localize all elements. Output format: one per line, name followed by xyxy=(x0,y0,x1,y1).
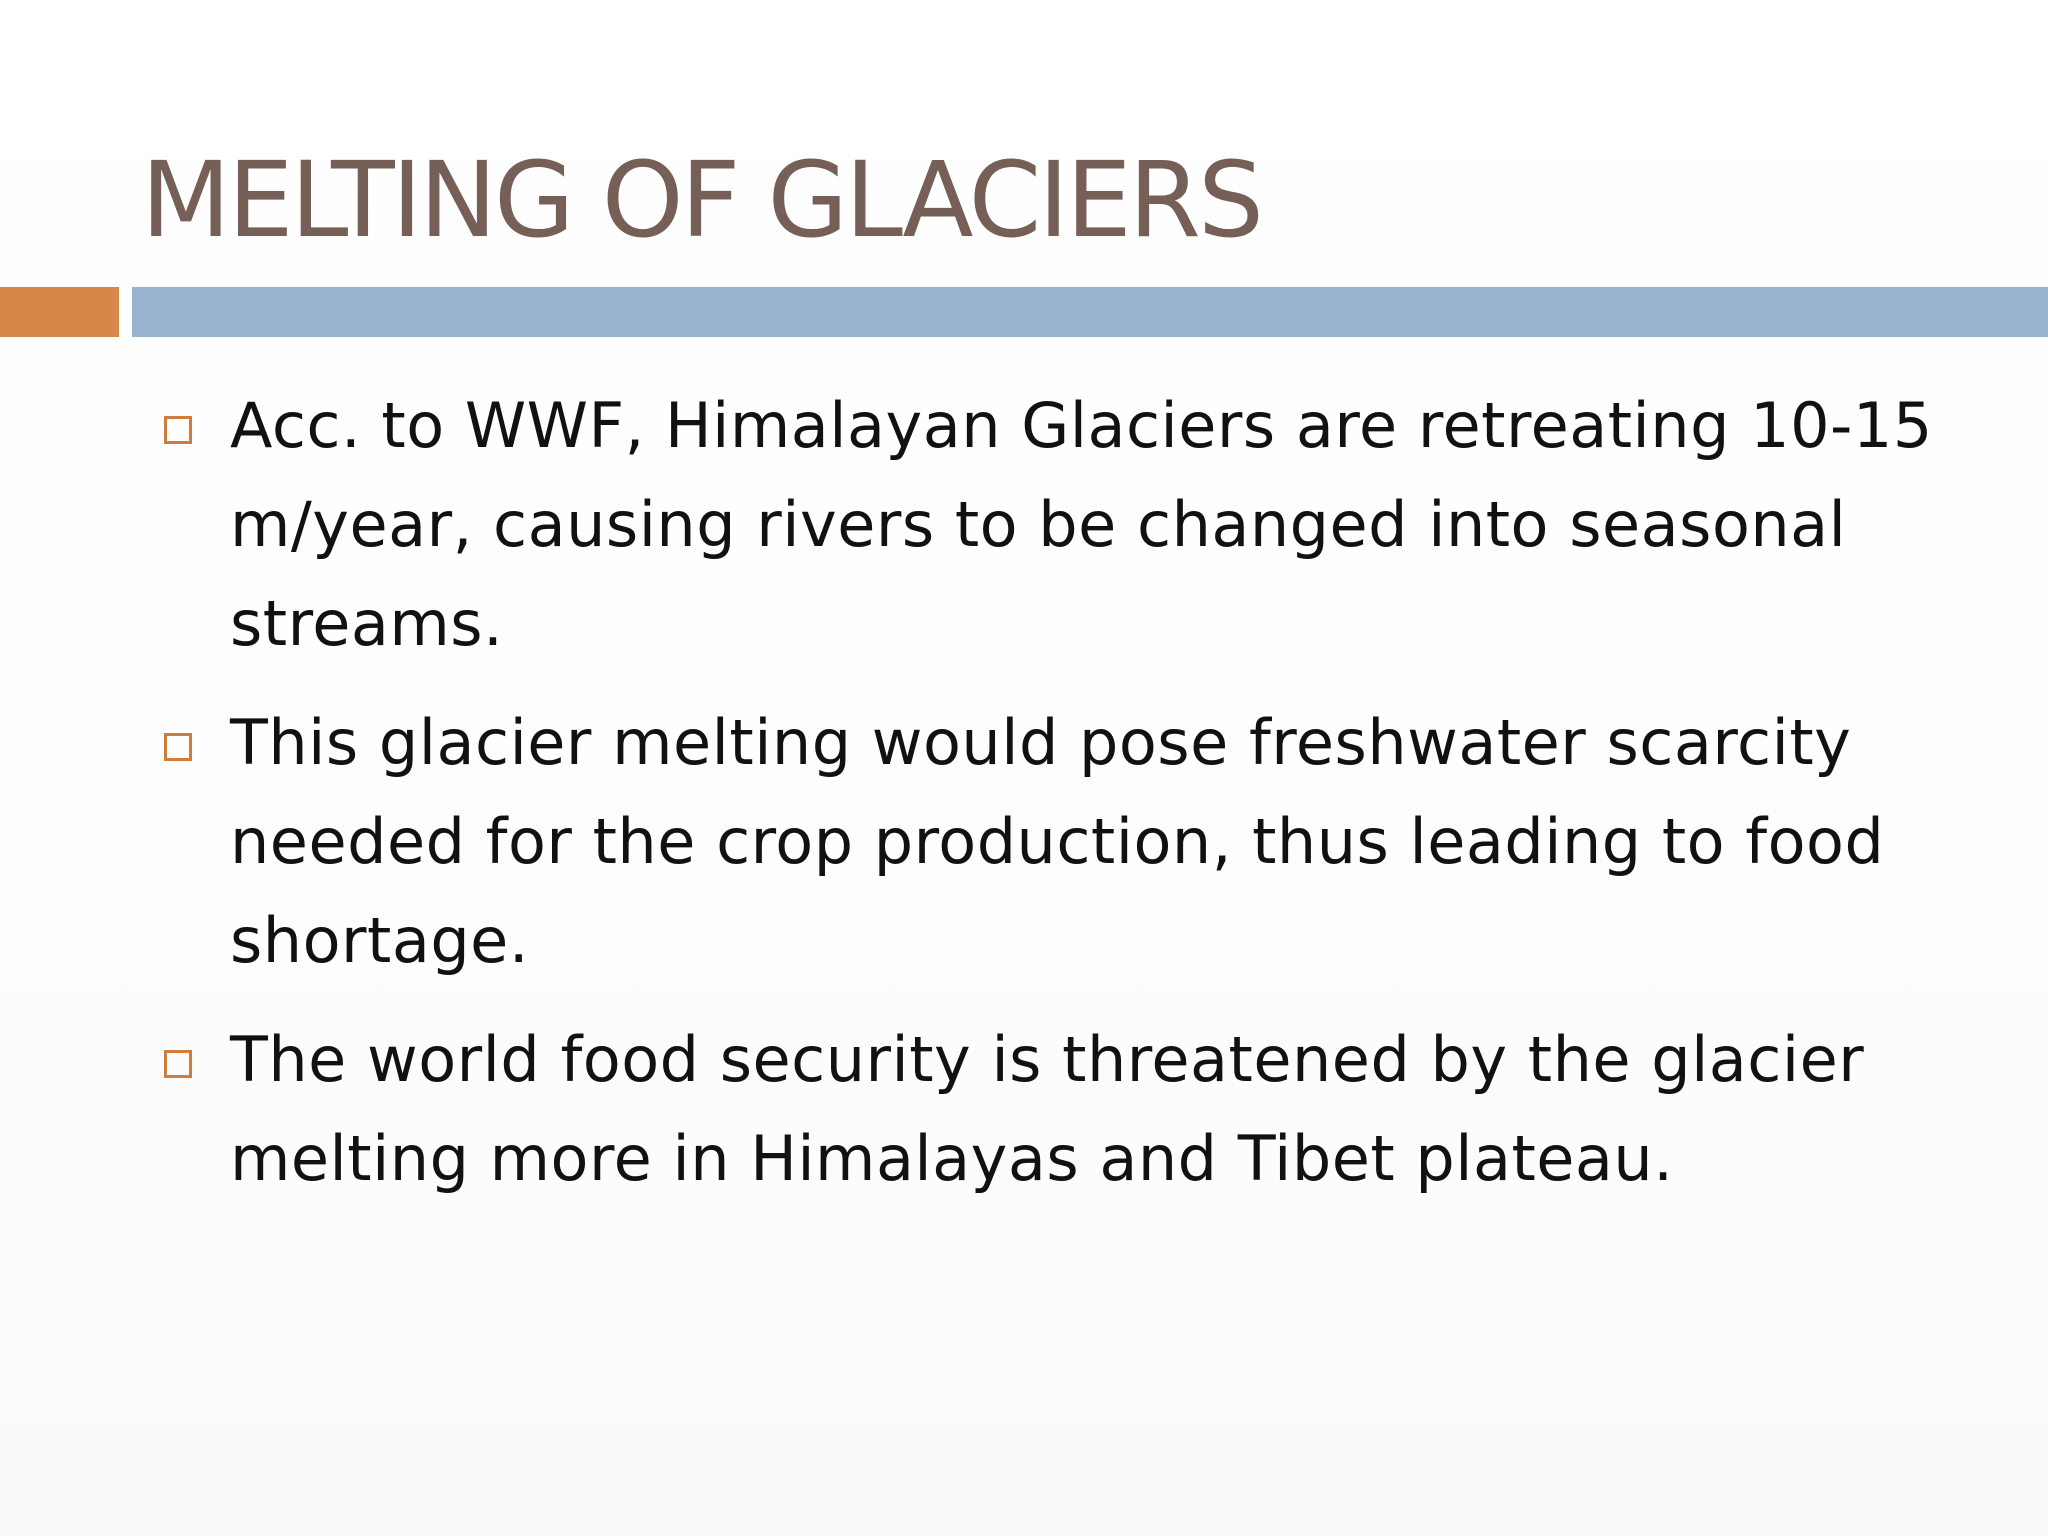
bullet-item xyxy=(160,693,1960,990)
bullet-text: This glacier melting would pose freshwater scarcity needed for the crop production, thus leading to food shortage. xyxy=(230,706,1885,977)
bullet-text: Acc. to WWF, Himalayan Glaciers are retreating 10-15 m/year, causing rivers to be changed into seasonal streams. xyxy=(230,389,1933,660)
bullet-text: The world food security is threatened by the glacier melting more in Himalayas and Tibet plateau. xyxy=(230,1023,1865,1195)
square-bullet-icon xyxy=(164,1050,192,1078)
slide-title: MELTING OF GLACIERS xyxy=(141,139,1261,261)
title-accent-bar-orange xyxy=(0,287,119,337)
bullet-item xyxy=(160,376,1960,673)
bullet-list xyxy=(160,376,1960,1228)
square-bullet-icon xyxy=(164,733,192,761)
square-bullet-icon xyxy=(164,416,192,444)
title-accent-bar-blue xyxy=(132,287,2048,337)
bullet-item xyxy=(160,1010,1960,1208)
